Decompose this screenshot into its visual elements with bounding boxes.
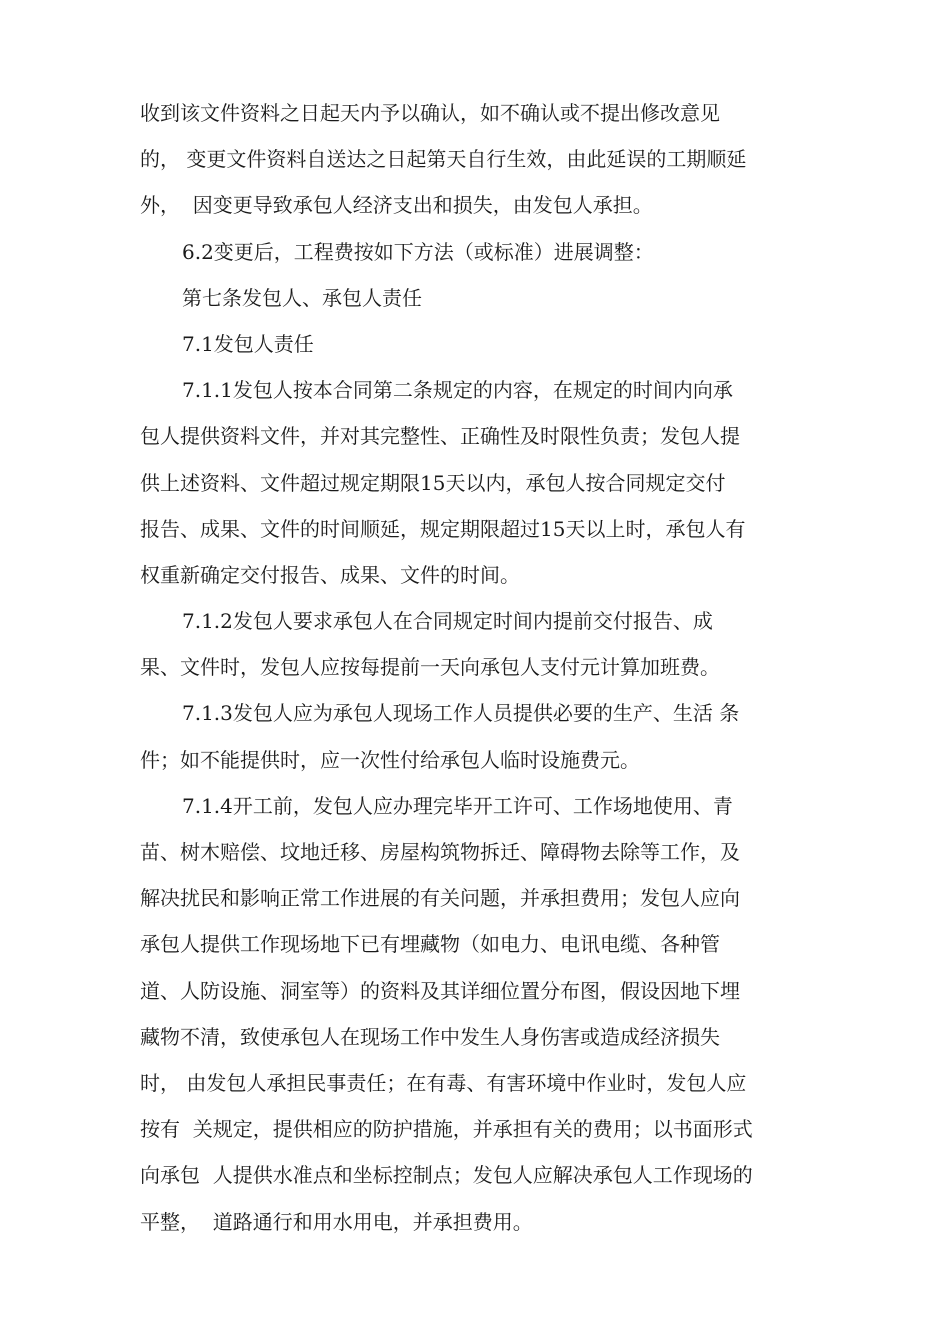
text-line: 权重新确定交付报告、成果、文件的时间。 <box>140 562 520 587</box>
text-line: 苗、树木赔偿、坟地迁移、房屋构筑物拆迁、障碍物去除等工作，及 <box>140 840 740 864</box>
text-line: 向承包 人提供水准点和坐标控制点；发包人应解决承包人工作现场的 <box>140 1163 753 1188</box>
text-line: 藏物不清，致使承包人在现场工作中发生人身伤害或造成经济损失 <box>140 1024 720 1049</box>
contract-text-body <box>140 90 820 1245</box>
text-line: 道、人防设施、洞室等）的资料及其详细位置分布图，假设因地下埋 <box>140 978 740 1003</box>
text-line: 平整， 道路通行和用水用电，并承担费用。 <box>140 1209 533 1234</box>
text-line: 包人提供资料文件，并对其完整性、正确性及时限性负责；发包人提 <box>140 424 740 449</box>
text-line: 第七条发包人、承包人责任 <box>182 285 422 310</box>
text-line: 供上述资料、文件超过规定期限15天以内，承包人按合同规定交付 <box>140 470 726 495</box>
text-line: 按有 关规定，提供相应的防护措施，并承担有关的费用；以书面形式 <box>140 1117 753 1142</box>
text-line: 件；如不能提供时，应一次性付给承包人临时设施费元。 <box>140 747 640 772</box>
text-line: 报告、成果、文件的时间顺延，规定期限超过15天以上时，承包人有 <box>140 516 746 541</box>
text-line: 7.1.2发包人要求承包人在合同规定时间内提前交付报告、成 <box>182 609 713 634</box>
text-line: 外， 因变更导致承包人经济支出和损失，由发包人承担。 <box>140 193 653 218</box>
text-line: 的， 变更文件资料自送达之日起第天自行生效，由此延误的工期顺延 <box>140 147 747 172</box>
text-line: 7.1.4开工前，发包人应办理完毕开工许可、工作场地使用、青 <box>182 793 733 818</box>
text-line: 7.1发包人责任 <box>182 331 314 356</box>
text-line: 解决扰民和影响正常工作进展的有关问题，并承担费用；发包人应向 <box>140 886 740 911</box>
text-line: 收到该文件资料之日起天内予以确认，如不确认或不提出修改意见 <box>140 101 720 125</box>
text-line: 7.1.1发包人按本合同第二条规定的内容，在规定的时间内向承 <box>182 378 733 403</box>
text-line: 时， 由发包人承担民事责任；在有毒、有害环境中作业时，发包人应 <box>140 1070 747 1095</box>
text-line: 果、文件时，发包人应按每提前一天向承包人支付元计算加班费。 <box>140 655 720 680</box>
text-line: 7.1.3发包人应为承包人现场工作人员提供必要的生产、生活 条 <box>182 701 740 726</box>
text-line: 承包人提供工作现场地下已有埋藏物（如电力、电讯电缆、各种管 <box>140 932 720 957</box>
text-line: 6.2变更后，工程费按如下方法（或标准）进展调整： <box>182 239 654 264</box>
